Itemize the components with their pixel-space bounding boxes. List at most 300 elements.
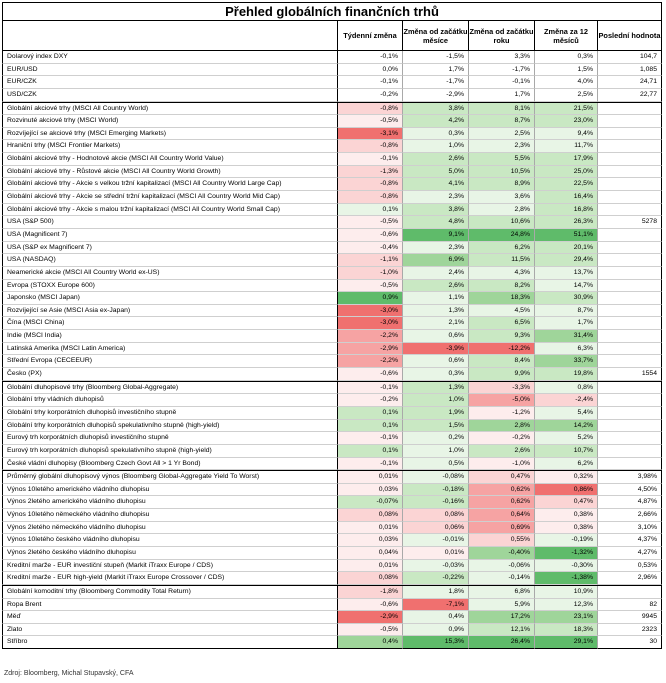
row-label: Střední Evropa (CECEEUR) [2, 355, 338, 368]
ytd-change-cell: 6,8% [469, 586, 535, 599]
weekly-change-cell: -1,8% [338, 586, 403, 599]
table-row [2, 509, 662, 522]
12m-change-cell: 6,2% [535, 458, 598, 471]
mtd-change-cell: 2,6% [403, 280, 469, 293]
mtd-change-cell: 2,3% [403, 191, 469, 204]
ytd-change-cell: 5,9% [469, 599, 535, 612]
weekly-change-cell: 0,03% [338, 534, 403, 547]
last-value-cell [598, 280, 662, 293]
weekly-change-cell: 0,08% [338, 572, 403, 585]
ytd-change-cell: 8,9% [469, 178, 535, 191]
mtd-change-cell: 6,9% [403, 254, 469, 267]
header-weekly-change: Týdenní změna [338, 21, 403, 51]
weekly-change-cell: -1,1% [338, 254, 403, 267]
row-label: Eurový trh korporátních dluhopisů investičního stupně [2, 432, 338, 445]
ytd-change-cell: 3,3% [469, 51, 535, 64]
row-label: Dolarový index DXY [2, 51, 338, 64]
mtd-change-cell: 1,5% [403, 420, 469, 433]
table-row [2, 470, 662, 484]
row-label: Neamerické akcie (MSCI All Country World ex-US) [2, 267, 338, 280]
12m-change-cell: 20,1% [535, 242, 598, 255]
mtd-change-cell: 1,8% [403, 586, 469, 599]
last-value-cell [598, 128, 662, 141]
table-row [2, 191, 662, 204]
last-value-cell [598, 330, 662, 343]
12m-change-cell: 0,38% [535, 522, 598, 535]
row-label: Globální akciové trhy - Akcie se střední tržní kapitalizací (MSCI All Country World Mid Cap) [2, 191, 338, 204]
12m-change-cell: 14,7% [535, 280, 598, 293]
header-label-column [2, 21, 338, 51]
12m-change-cell: 16,8% [535, 204, 598, 217]
weekly-change-cell: -0,5% [338, 624, 403, 637]
weekly-change-cell: 0,9% [338, 292, 403, 305]
weekly-change-cell: -0,8% [338, 191, 403, 204]
ytd-change-cell: 8,1% [469, 103, 535, 116]
ytd-change-cell: 11,5% [469, 254, 535, 267]
12m-change-cell: 1,7% [535, 317, 598, 330]
mtd-change-cell: -0,22% [403, 572, 469, 585]
last-value-cell [598, 103, 662, 116]
header-mtd-change: Změna od začátku měsíce [403, 21, 469, 51]
row-label: Česko (PX) [2, 368, 338, 381]
last-value-cell [598, 178, 662, 191]
row-label: České vládní dluhopisy (Bloomberg Czech Govt All > 1 Yr Bond) [2, 458, 338, 471]
row-label: Globální akciové trhy (MSCI All Country World) [2, 103, 338, 116]
12m-change-cell: 11,7% [535, 140, 598, 153]
row-label: Výnos 2letého amerického vládního dluhopisu [2, 496, 338, 509]
12m-change-cell: -1,32% [535, 547, 598, 560]
12m-change-cell: 6,3% [535, 343, 598, 356]
12m-change-cell: -2,4% [535, 394, 598, 407]
table-row [2, 89, 662, 102]
weekly-change-cell: -0,1% [338, 153, 403, 166]
ytd-change-cell: 10,6% [469, 216, 535, 229]
mtd-change-cell: 9,1% [403, 229, 469, 242]
mtd-change-cell: 0,06% [403, 522, 469, 535]
weekly-change-cell: -3,0% [338, 317, 403, 330]
weekly-change-cell: -0,1% [338, 51, 403, 64]
mtd-change-cell: 1,0% [403, 445, 469, 458]
12m-change-cell: 30,9% [535, 292, 598, 305]
last-value-cell [598, 242, 662, 255]
table-row [2, 76, 662, 89]
12m-change-cell: 1,5% [535, 64, 598, 77]
last-value-cell [598, 586, 662, 599]
table-row [2, 572, 662, 585]
row-label: Ropa Brent [2, 599, 338, 612]
weekly-change-cell: -0,8% [338, 140, 403, 153]
table-row [2, 267, 662, 280]
last-value-cell [598, 292, 662, 305]
last-value-cell: 9945 [598, 611, 662, 624]
row-label: Výnos 2letého českého vládního dluhopisu [2, 547, 338, 560]
ytd-change-cell: 24,8% [469, 229, 535, 242]
ytd-change-cell: -0,40% [469, 547, 535, 560]
weekly-change-cell: -0,6% [338, 599, 403, 612]
ytd-change-cell: -0,06% [469, 560, 535, 573]
table-row [2, 611, 662, 624]
12m-change-cell: 0,47% [535, 496, 598, 509]
last-value-cell: 22,77 [598, 89, 662, 102]
12m-change-cell: 31,4% [535, 330, 598, 343]
ytd-change-cell: 4,3% [469, 267, 535, 280]
12m-change-cell: 10,9% [535, 586, 598, 599]
12m-change-cell: 8,7% [535, 305, 598, 318]
12m-change-cell: 5,2% [535, 432, 598, 445]
ytd-change-cell: -0,14% [469, 572, 535, 585]
mtd-change-cell: 0,3% [403, 368, 469, 381]
table-row [2, 317, 662, 330]
table-row [2, 128, 662, 141]
row-label: Indie (MSCI India) [2, 330, 338, 343]
ytd-change-cell: 2,8% [469, 420, 535, 433]
weekly-change-cell: -2,9% [338, 611, 403, 624]
table-row [2, 216, 662, 229]
12m-change-cell: 26,3% [535, 216, 598, 229]
last-value-cell [598, 204, 662, 217]
mtd-change-cell: 2,1% [403, 317, 469, 330]
12m-change-cell: 23,1% [535, 611, 598, 624]
12m-change-cell: 19,8% [535, 368, 598, 381]
12m-change-cell: 25,0% [535, 166, 598, 179]
last-value-cell: 5278 [598, 216, 662, 229]
row-label: Globální akciové trhy - Akcie s malou tržní kapitalizací (MSCI All Country World Small Cap) [2, 204, 338, 217]
mtd-change-cell: 2,3% [403, 242, 469, 255]
table-row [2, 599, 662, 612]
weekly-change-cell: 0,08% [338, 509, 403, 522]
ytd-change-cell: 0,62% [469, 496, 535, 509]
weekly-change-cell: -0,4% [338, 242, 403, 255]
weekly-change-cell: -3,0% [338, 305, 403, 318]
row-label: Latinská Amerika (MSCI Latin America) [2, 343, 338, 356]
ytd-change-cell: 2,3% [469, 140, 535, 153]
mtd-change-cell: 0,4% [403, 611, 469, 624]
table-row [2, 560, 662, 573]
row-label: Výnos 2letého německého vládního dluhopisu [2, 522, 338, 535]
last-value-cell: 4,27% [598, 547, 662, 560]
last-value-cell [598, 458, 662, 471]
12m-change-cell: 16,4% [535, 191, 598, 204]
mtd-change-cell: 2,4% [403, 267, 469, 280]
ytd-change-cell: 2,6% [469, 445, 535, 458]
ytd-change-cell: 26,4% [469, 636, 535, 649]
last-value-cell: 2,66% [598, 509, 662, 522]
ytd-change-cell: 2,5% [469, 128, 535, 141]
mtd-change-cell: 3,8% [403, 204, 469, 217]
row-label: Evropa (STOXX Europe 600) [2, 280, 338, 293]
ytd-change-cell: 8,4% [469, 355, 535, 368]
12m-change-cell: 0,86% [535, 484, 598, 497]
last-value-cell [598, 305, 662, 318]
mtd-change-cell: 4,1% [403, 178, 469, 191]
row-label: USA (S&P ex Magnificent 7) [2, 242, 338, 255]
last-value-cell: 1,085 [598, 64, 662, 77]
table-row [2, 458, 662, 471]
table-row [2, 254, 662, 267]
last-value-cell [598, 166, 662, 179]
last-value-cell [598, 407, 662, 420]
mtd-change-cell: -0,01% [403, 534, 469, 547]
12m-change-cell: 18,3% [535, 624, 598, 637]
row-label: Stříbro [2, 636, 338, 649]
table-row [2, 636, 662, 649]
row-label: Globální trhy korporátních dluhopisů spekulativního stupně (high-yield) [2, 420, 338, 433]
table-body [2, 51, 662, 649]
weekly-change-cell: -0,07% [338, 496, 403, 509]
last-value-cell: 4,87% [598, 496, 662, 509]
table-row [2, 305, 662, 318]
table-row [2, 115, 662, 128]
last-value-cell: 0,53% [598, 560, 662, 573]
row-label: USA (NASDAQ) [2, 254, 338, 267]
row-label: Čína (MSCI China) [2, 317, 338, 330]
weekly-change-cell: -0,2% [338, 89, 403, 102]
weekly-change-cell: 0,1% [338, 407, 403, 420]
12m-change-cell: 0,8% [535, 382, 598, 395]
mtd-change-cell: 2,6% [403, 153, 469, 166]
last-value-cell [598, 254, 662, 267]
row-label: Japonsko (MSCI Japan) [2, 292, 338, 305]
ytd-change-cell: 4,5% [469, 305, 535, 318]
ytd-change-cell: -3,3% [469, 382, 535, 395]
header-12m-change: Změna za 12 měsíců [535, 21, 598, 51]
last-value-cell [598, 153, 662, 166]
12m-change-cell: 0,38% [535, 509, 598, 522]
table-row [2, 484, 662, 497]
row-label: Globální komoditní trhy (Bloomberg Commodity Total Return) [2, 586, 338, 599]
ytd-change-cell: -5,0% [469, 394, 535, 407]
weekly-change-cell: 0,01% [338, 560, 403, 573]
12m-change-cell: 2,5% [535, 89, 598, 102]
weekly-change-cell: 0,01% [338, 522, 403, 535]
mtd-change-cell: -0,03% [403, 560, 469, 573]
row-label: Výnos 10letého německého vládního dluhopisu [2, 509, 338, 522]
row-label: Eurový trh korporátních dluhopisů spekulativního stupně (high-yield) [2, 445, 338, 458]
mtd-change-cell: 0,5% [403, 458, 469, 471]
ytd-change-cell: 0,69% [469, 522, 535, 535]
12m-change-cell: 12,3% [535, 599, 598, 612]
last-value-cell: 4,37% [598, 534, 662, 547]
last-value-cell: 3,10% [598, 522, 662, 535]
table-row [2, 153, 662, 166]
page-title: Přehled globálních finančních trhů [2, 2, 662, 21]
weekly-change-cell: -2,9% [338, 343, 403, 356]
last-value-cell [598, 343, 662, 356]
last-value-cell: 1554 [598, 368, 662, 381]
mtd-change-cell: 0,3% [403, 128, 469, 141]
row-label: EUR/CZK [2, 76, 338, 89]
weekly-change-cell: -0,8% [338, 103, 403, 116]
row-label: Globální akciové trhy - Růstové akcie (MSCI All Country World Growth) [2, 166, 338, 179]
weekly-change-cell: -1,0% [338, 267, 403, 280]
mtd-change-cell: 0,9% [403, 624, 469, 637]
ytd-change-cell: 12,1% [469, 624, 535, 637]
ytd-change-cell: 9,9% [469, 368, 535, 381]
weekly-change-cell: -0,1% [338, 432, 403, 445]
last-value-cell [598, 317, 662, 330]
mtd-change-cell: 1,0% [403, 140, 469, 153]
last-value-cell [598, 432, 662, 445]
weekly-change-cell: 0,1% [338, 445, 403, 458]
mtd-change-cell: -3,9% [403, 343, 469, 356]
weekly-change-cell: -0,2% [338, 394, 403, 407]
weekly-change-cell: 0,4% [338, 636, 403, 649]
table-row [2, 394, 662, 407]
ytd-change-cell: 18,3% [469, 292, 535, 305]
ytd-change-cell: 1,7% [469, 89, 535, 102]
row-label: USA (Magnificent 7) [2, 229, 338, 242]
row-label: Globální trhy korporátních dluhopisů investičního stupně [2, 407, 338, 420]
ytd-change-cell: 3,6% [469, 191, 535, 204]
table-row [2, 355, 662, 368]
row-label: Globální trhy vládních dluhopisů [2, 394, 338, 407]
row-label: Zlato [2, 624, 338, 637]
12m-change-cell: 10,7% [535, 445, 598, 458]
weekly-change-cell: -0,5% [338, 280, 403, 293]
last-value-cell: 24,71 [598, 76, 662, 89]
12m-change-cell: 13,7% [535, 267, 598, 280]
weekly-change-cell: -0,5% [338, 216, 403, 229]
row-label: Rozvinuté akciové trhy (MSCI World) [2, 115, 338, 128]
12m-change-cell: 51,1% [535, 229, 598, 242]
table-row [2, 420, 662, 433]
mtd-change-cell: 0,2% [403, 432, 469, 445]
last-value-cell: 2,96% [598, 572, 662, 585]
table-row [2, 585, 662, 599]
mtd-change-cell: 5,0% [403, 166, 469, 179]
mtd-change-cell: 15,3% [403, 636, 469, 649]
weekly-change-cell: -0,1% [338, 382, 403, 395]
row-label: Globální dluhopisové trhy (Bloomberg Global-Aggregate) [2, 382, 338, 395]
ytd-change-cell: 8,7% [469, 115, 535, 128]
12m-change-cell: 0,32% [535, 471, 598, 484]
mtd-change-cell: -0,08% [403, 471, 469, 484]
mtd-change-cell: 0,6% [403, 355, 469, 368]
ytd-change-cell: 5,5% [469, 153, 535, 166]
table-row [2, 178, 662, 191]
table-row [2, 381, 662, 395]
mtd-change-cell: 1,3% [403, 305, 469, 318]
ytd-change-cell: 0,55% [469, 534, 535, 547]
last-value-cell [598, 420, 662, 433]
mtd-change-cell: 1,9% [403, 407, 469, 420]
weekly-change-cell: 0,01% [338, 471, 403, 484]
last-value-cell [598, 355, 662, 368]
table-row [2, 166, 662, 179]
ytd-change-cell: 17,2% [469, 611, 535, 624]
row-label: Rozvíjející se akciové trhy (MSCI Emerging Markets) [2, 128, 338, 141]
mtd-change-cell: 4,2% [403, 115, 469, 128]
last-value-cell: 4,50% [598, 484, 662, 497]
weekly-change-cell: 0,1% [338, 204, 403, 217]
ytd-change-cell: -1,0% [469, 458, 535, 471]
weekly-change-cell: -3,1% [338, 128, 403, 141]
12m-change-cell: 17,9% [535, 153, 598, 166]
ytd-change-cell: 8,2% [469, 280, 535, 293]
row-label: Průměrný globální dluhopisový výnos (Bloomberg Global-Aggregate Yield To Worst) [2, 471, 338, 484]
table-row [2, 204, 662, 217]
mtd-change-cell: 1,3% [403, 382, 469, 395]
row-label: Kreditní marže - EUR investiční stupeň (Markit iTraxx Europe / CDS) [2, 560, 338, 573]
mtd-change-cell: 1,0% [403, 394, 469, 407]
row-label: EUR/USD [2, 64, 338, 77]
table-row [2, 534, 662, 547]
last-value-cell: 82 [598, 599, 662, 612]
last-value-cell [598, 394, 662, 407]
table-row [2, 64, 662, 77]
header-last-value: Poslední hodnota [598, 21, 662, 51]
last-value-cell [598, 229, 662, 242]
table-row [2, 343, 662, 356]
header-ytd-change: Změna od začátku roku [469, 21, 535, 51]
12m-change-cell: -0,19% [535, 534, 598, 547]
weekly-change-cell: 0,04% [338, 547, 403, 560]
ytd-change-cell: -0,1% [469, 76, 535, 89]
ytd-change-cell: 10,5% [469, 166, 535, 179]
weekly-change-cell: -0,6% [338, 368, 403, 381]
ytd-change-cell: 6,2% [469, 242, 535, 255]
row-label: Měď [2, 611, 338, 624]
weekly-change-cell: -0,1% [338, 76, 403, 89]
mtd-change-cell: -1,5% [403, 51, 469, 64]
row-label: Výnos 10letého českého vládního dluhopisu [2, 534, 338, 547]
ytd-change-cell: -0,2% [469, 432, 535, 445]
last-value-cell [598, 191, 662, 204]
ytd-change-cell: -12,2% [469, 343, 535, 356]
row-label: USA (S&P 500) [2, 216, 338, 229]
12m-change-cell: 23,0% [535, 115, 598, 128]
ytd-change-cell: 6,5% [469, 317, 535, 330]
ytd-change-cell: 9,3% [469, 330, 535, 343]
ytd-change-cell: 0,64% [469, 509, 535, 522]
mtd-change-cell: 0,01% [403, 547, 469, 560]
table-row [2, 407, 662, 420]
row-label: Globální akciové trhy - Hodnotové akcie (MSCI All Country World Value) [2, 153, 338, 166]
row-label: Hraniční trhy (MSCI Frontier Markets) [2, 140, 338, 153]
last-value-cell: 104,7 [598, 51, 662, 64]
row-label: Kreditní marže - EUR high-yield (Markit iTraxx Europe Crossover / CDS) [2, 572, 338, 585]
table-row [2, 51, 662, 64]
ytd-change-cell: 0,62% [469, 484, 535, 497]
mtd-change-cell: -7,1% [403, 599, 469, 612]
12m-change-cell: 5,4% [535, 407, 598, 420]
table-row [2, 242, 662, 255]
mtd-change-cell: 1,7% [403, 64, 469, 77]
mtd-change-cell: 4,8% [403, 216, 469, 229]
last-value-cell: 30 [598, 636, 662, 649]
last-value-cell: 2323 [598, 624, 662, 637]
last-value-cell [598, 115, 662, 128]
weekly-change-cell: -0,1% [338, 458, 403, 471]
weekly-change-cell: -2,2% [338, 355, 403, 368]
last-value-cell: 3,98% [598, 471, 662, 484]
last-value-cell [598, 140, 662, 153]
table-row [2, 229, 662, 242]
12m-change-cell: 0,3% [535, 51, 598, 64]
last-value-cell [598, 382, 662, 395]
table-row [2, 522, 662, 535]
mtd-change-cell: -0,18% [403, 484, 469, 497]
table-row [2, 496, 662, 509]
source-note: Zdroj: Bloomberg, Michal Stupavský, CFA [4, 670, 134, 677]
row-label: Rozvíjející se Asie (MSCI Asia ex-Japan) [2, 305, 338, 318]
12m-change-cell: -1,38% [535, 572, 598, 585]
row-label: Globální akciové trhy - Akcie s velkou tržní kapitalizací (MSCI All Country World Large Cap) [2, 178, 338, 191]
mtd-change-cell: -1,7% [403, 76, 469, 89]
row-label: USD/CZK [2, 89, 338, 102]
12m-change-cell: -0,30% [535, 560, 598, 573]
mtd-change-cell: 0,6% [403, 330, 469, 343]
